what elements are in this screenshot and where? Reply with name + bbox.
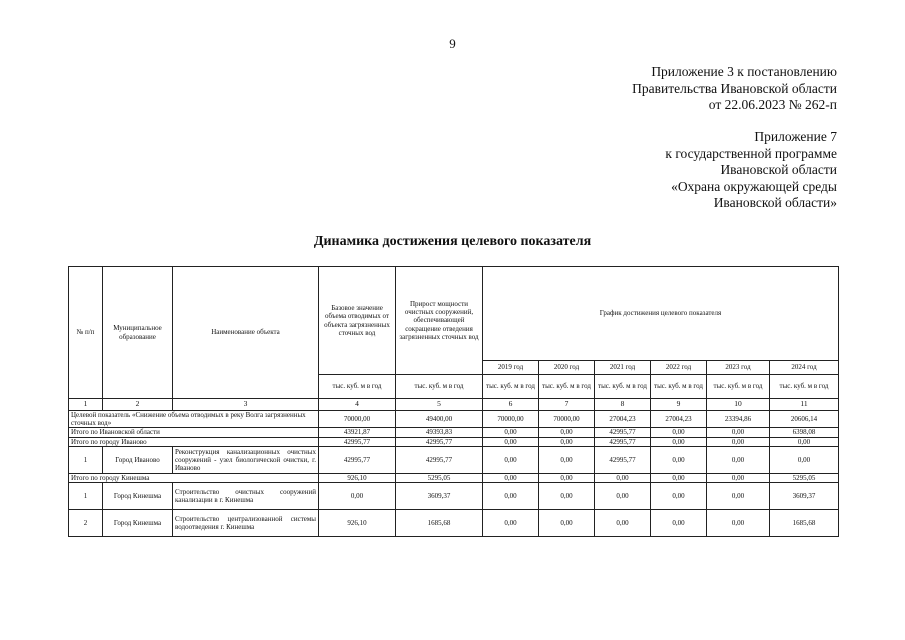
document-title: Динамика достижения целевого показателя (313, 234, 592, 249)
cell-value: 1685,68 (396, 510, 483, 537)
cell-value: 42995,77 (595, 437, 651, 446)
appendix-line: Приложение 3 к постановлению (651, 64, 837, 79)
row-num: 1 (69, 483, 103, 510)
program-header (665, 129, 837, 212)
cell-value: 3609,37 (770, 483, 839, 510)
cell-value: 0,00 (483, 437, 539, 446)
header-capacity-increase: Прирост мощности очистных сооружений, обеспечивающей сокращение отведения загрязненных сточных вод (396, 267, 483, 375)
cell-value: 42995,77 (319, 446, 396, 473)
column-number: 1 (69, 399, 103, 411)
cell-value: 6398,08 (770, 428, 839, 437)
cell-value: 0,00 (651, 428, 707, 437)
header-object-name: Наименование объекта (173, 267, 319, 399)
header-schedule: График достижения целевого показателя (483, 267, 839, 361)
cell-value: 0,00 (595, 510, 651, 537)
cell-value: 0,00 (770, 446, 839, 473)
column-number: 9 (651, 399, 707, 411)
header-year: 2022 год (651, 361, 707, 375)
header-year: 2024 год (770, 361, 839, 375)
column-number: 8 (595, 399, 651, 411)
cell-value: 0,00 (707, 446, 770, 473)
row-municipality: Город Кинешма (103, 483, 173, 510)
cell-value: 0,00 (651, 510, 707, 537)
header-unit: тыс. куб. м в год (770, 375, 839, 399)
page-number: 9 (449, 36, 456, 51)
cell-value: 926,10 (319, 510, 396, 537)
cell-value: 0,00 (483, 473, 539, 482)
column-number: 3 (173, 399, 319, 411)
cell-value: 43921,87 (319, 428, 396, 437)
header-year: 2019 год (483, 361, 539, 375)
cell-value: 0,00 (319, 483, 396, 510)
header-unit: тыс. куб. м в год (539, 375, 595, 399)
table-row (69, 483, 839, 510)
cell-value: 42995,77 (595, 446, 651, 473)
summary-label: Итого по Ивановской области (69, 428, 319, 437)
header-unit: тыс. куб. м в год (595, 375, 651, 399)
program-line: к государственной программе (665, 145, 837, 161)
cell-value: 42995,77 (396, 446, 483, 473)
program-line: Ивановской области» (713, 195, 837, 210)
row-municipality: Город Иваново (103, 446, 173, 473)
header-year: 2020 год (539, 361, 595, 375)
cell-value: 0,00 (707, 483, 770, 510)
cell-value: 42995,77 (396, 437, 483, 446)
cell-value: 23394,86 (707, 411, 770, 428)
cell-value: 70000,00 (319, 411, 396, 428)
header-unit: тыс. куб. м в год (319, 375, 396, 399)
table-header-row (69, 267, 839, 361)
column-number: 2 (103, 399, 173, 411)
appendix-header (632, 64, 837, 114)
appendix-line: от 22.06.2023 № 262-п (708, 97, 837, 112)
cell-value: 5295,05 (770, 473, 839, 482)
cell-value: 49393,83 (396, 428, 483, 437)
header-num: № п/п (69, 267, 103, 399)
cell-value: 0,00 (707, 510, 770, 537)
header-unit: тыс. куб. м в год (483, 375, 539, 399)
summary-label: Итого по городу Иваново (69, 437, 319, 446)
row-object: Строительство очистных сооружений канализации в г. Кинешма (173, 483, 319, 510)
cell-value: 0,00 (651, 446, 707, 473)
summary-label: Итого по городу Кинешма (69, 473, 319, 482)
cell-value: 0,00 (483, 428, 539, 437)
table-row (69, 428, 839, 437)
table-row (69, 446, 839, 473)
cell-value: 0,00 (651, 473, 707, 482)
header-unit: тыс. куб. м в год (651, 375, 707, 399)
row-object: Реконструкция канализационных очистных сооружений - узел биологической очистки, г. Иваново (173, 446, 319, 473)
cell-value: 0,00 (539, 510, 595, 537)
row-num: 1 (69, 446, 103, 473)
program-line: Ивановской области (720, 162, 837, 177)
header-unit: тыс. куб. м в год (396, 375, 483, 399)
row-num: 2 (69, 510, 103, 537)
indicator-table (68, 266, 839, 537)
header-base-value: Базовое значение объема отводимых от объекта загрязненных сточных вод (319, 267, 396, 375)
header-municipality: Муниципальное образование (103, 267, 173, 399)
cell-value: 70000,00 (483, 411, 539, 428)
cell-value: 0,00 (539, 446, 595, 473)
cell-value: 0,00 (539, 428, 595, 437)
table-row (69, 473, 839, 482)
cell-value: 0,00 (707, 473, 770, 482)
row-municipality: Город Кинешма (103, 510, 173, 537)
summary-label: Целевой показатель «Снижение объема отводимых в реку Волга загрязненных сточных вод» (69, 411, 319, 428)
cell-value: 0,00 (595, 473, 651, 482)
column-number: 11 (770, 399, 839, 411)
cell-value: 0,00 (483, 446, 539, 473)
header-year: 2023 год (707, 361, 770, 375)
column-number: 4 (319, 399, 396, 411)
row-object: Строительство централизованной системы водоотведения г. Кинешма (173, 510, 319, 537)
table-row (69, 510, 839, 537)
column-number: 10 (707, 399, 770, 411)
cell-value: 0,00 (651, 483, 707, 510)
cell-value: 0,00 (707, 437, 770, 446)
cell-value: 42995,77 (319, 437, 396, 446)
cell-value: 0,00 (707, 428, 770, 437)
cell-value: 0,00 (651, 437, 707, 446)
program-line: Приложение 7 (754, 129, 837, 144)
column-number: 6 (483, 399, 539, 411)
column-number: 5 (396, 399, 483, 411)
header-year: 2021 год (595, 361, 651, 375)
cell-value: 1685,68 (770, 510, 839, 537)
appendix-line: Правительства Ивановской области (632, 80, 837, 96)
cell-value: 926,10 (319, 473, 396, 482)
cell-value: 27004,23 (651, 411, 707, 428)
table-column-number-row (69, 399, 839, 411)
cell-value: 3609,37 (396, 483, 483, 510)
cell-value: 20606,14 (770, 411, 839, 428)
cell-value: 0,00 (595, 483, 651, 510)
cell-value: 42995,77 (595, 428, 651, 437)
cell-value: 70000,00 (539, 411, 595, 428)
cell-value: 0,00 (483, 483, 539, 510)
table-row (69, 437, 839, 446)
cell-value: 0,00 (539, 437, 595, 446)
cell-value: 49400,00 (396, 411, 483, 428)
column-number: 7 (539, 399, 595, 411)
cell-value: 5295,05 (396, 473, 483, 482)
cell-value: 0,00 (770, 437, 839, 446)
table-row (69, 411, 839, 428)
header-unit: тыс. куб. м в год (707, 375, 770, 399)
cell-value: 0,00 (539, 483, 595, 510)
program-line: «Охрана окружающей среды (671, 178, 837, 194)
cell-value: 0,00 (483, 510, 539, 537)
cell-value: 0,00 (539, 473, 595, 482)
cell-value: 27004,23 (595, 411, 651, 428)
